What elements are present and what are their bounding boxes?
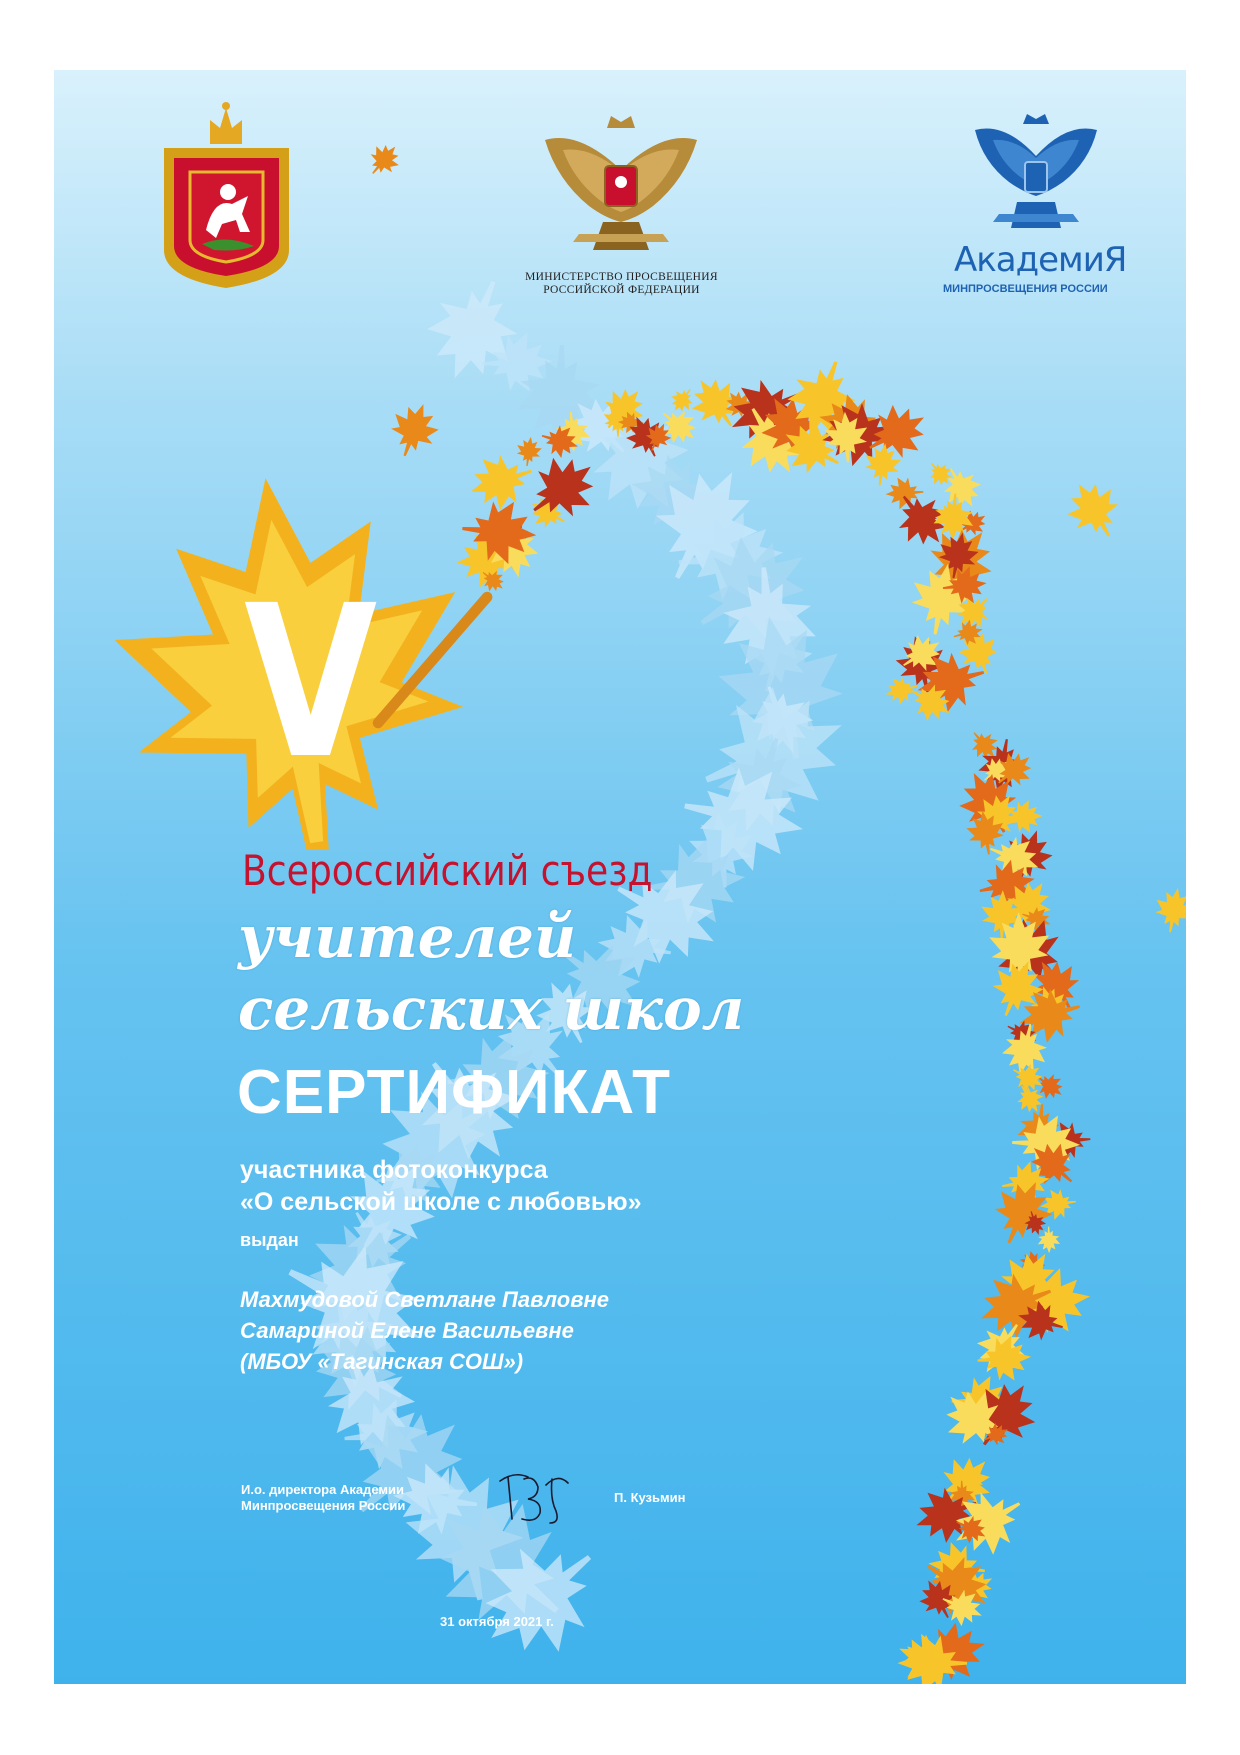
- recipient-line: (МБОУ «Тагинская СОШ»): [240, 1349, 524, 1374]
- issue-date: 31 октября 2021 г.: [440, 1614, 554, 1629]
- maple-leaf-icon: [515, 435, 543, 468]
- maple-leaf-icon: [1151, 885, 1186, 936]
- issued-label: выдан: [240, 1230, 299, 1250]
- signer-name: П. Кузьмин: [614, 1490, 686, 1505]
- maple-leaf-icon: [1057, 471, 1131, 548]
- maple-leaf-icon: [361, 137, 406, 183]
- contest-name: «О сельской школе с любовью»: [240, 1188, 642, 1216]
- congress-title-line1: Всероссийский съезд: [242, 846, 653, 895]
- academy-eagle-icon: [969, 110, 1104, 240]
- signer-role-line2: Минпросвещения России: [241, 1498, 406, 1513]
- academy-name: АкадемиЯ: [954, 240, 1127, 280]
- moscow-region-coat-of-arms-icon: [154, 100, 299, 290]
- ministry-name-line1: МИНИСТЕРСТВО ПРОСВЕЩЕНИЯ: [525, 271, 718, 283]
- handwritten-signature: [494, 1465, 574, 1527]
- signer-role-line1: И.о. директора Академии: [241, 1482, 404, 1497]
- participant-line: участника фотоконкурса: [240, 1156, 548, 1184]
- congress-title-line3: сельских школ: [238, 975, 745, 1043]
- ministry-name-line2: РОССИЙСКОЙ ФЕДЕРАЦИИ: [543, 284, 700, 296]
- recipient-line: Самариной Елене Васильевне: [240, 1318, 574, 1343]
- certificate-heading: СЕРТИФИКАТ: [237, 1058, 671, 1127]
- congress-title-line2: учителей: [238, 903, 577, 971]
- maple-leaf-icon: [1003, 800, 1043, 834]
- maple-leaf-icon: [882, 673, 920, 707]
- maple-leaf-icon: [1037, 1226, 1060, 1253]
- congress-number: V: [244, 560, 378, 805]
- recipient-line: Махмудовой Светлане Павловне: [240, 1287, 610, 1312]
- ministry-double-eagle-icon: [539, 110, 704, 270]
- academy-subtitle: МИНПРОСВЕЩЕНИЯ РОССИИ: [943, 283, 1108, 295]
- certificate-page: [54, 70, 1186, 1684]
- maple-leaf-icon: [666, 383, 700, 418]
- maple-leaf-icon: [383, 396, 445, 463]
